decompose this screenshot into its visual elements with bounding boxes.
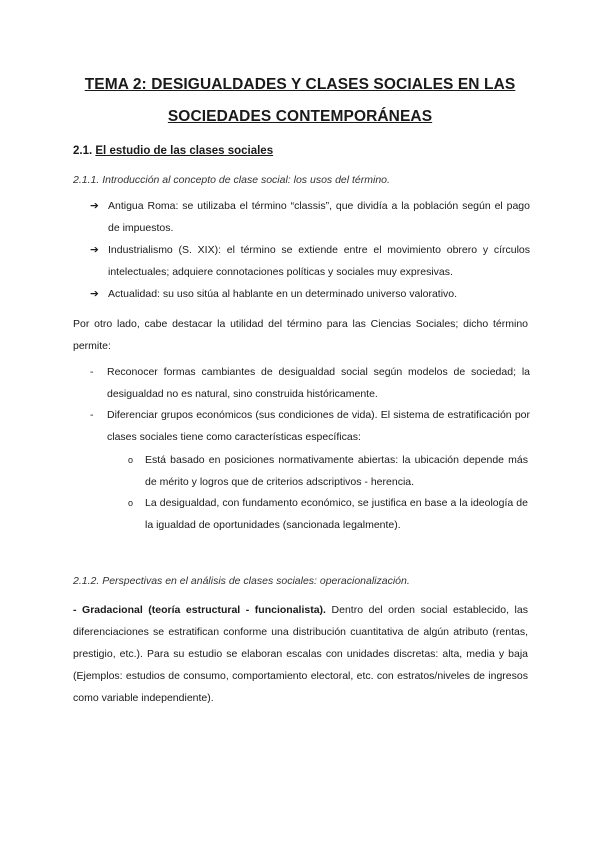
arrow-list-item (90, 195, 530, 239)
title-line-2: SOCIEDADES CONTEMPORÁNEAS (167, 108, 433, 125)
dash-bullet: - (90, 366, 94, 378)
circle-list-item (128, 492, 528, 536)
dash-list-item (90, 361, 530, 405)
dash-bullet: - (90, 409, 94, 421)
arrow-item-text: Actualidad: su uso sitúa al hablante en un determinado universo valorativo. (108, 288, 458, 300)
title-line-1: TEMA 2: DESIGUALDADES Y CLASES SOCIALES EN LAS (84, 76, 516, 93)
dash-list-item (90, 404, 530, 448)
gradacional-lead: - Gradacional (teoría estructural - funcionalista). (73, 604, 326, 616)
arrow-list-item (90, 283, 530, 305)
circle-item-text: Está basado en posiciones normativamente abiertas: la ubicación depende más de mérito y logros que de criterios adscriptivos - herencia. (145, 454, 528, 488)
section-2-1-1-heading: 2.1.1. Introducción al concepto de clase social: los usos del término. (73, 174, 390, 186)
arrow-list-item (90, 239, 530, 283)
paragraph-utility: Por otro lado, cabe destacar la utilidad del término para las Ciencias Sociales; dicho término permite: (73, 318, 528, 352)
dash-item-text: Diferenciar grupos económicos (sus condiciones de vida). El sistema de estratificación por clases sociales tiene como características específicas: (107, 409, 530, 443)
paragraph-gradacional (73, 599, 528, 709)
arrow-bullet-icon: ➔ (90, 244, 99, 256)
arrow-item-text: Antigua Roma: se utilizaba el término “classis”, que dividía a la población según el pago de impuestos. (108, 200, 530, 234)
section-2-1-heading (73, 145, 273, 157)
arrow-item-text: Industrialismo (S. XIX): el término se extiende entre el movimiento obrero y círculos intelectuales; adquiere connotaciones políticas y sociales muy expresivas. (108, 244, 530, 278)
section-2-1-2-heading: 2.1.2. Perspectivas en el análisis de clases sociales: operacionalización. (73, 575, 410, 587)
section-2-1-title: El estudio de las clases sociales (95, 145, 274, 157)
section-2-1-number: 2.1. (73, 145, 93, 157)
circle-list-item (128, 449, 528, 493)
circle-item-text: La desigualdad, con fundamento económico, se justifica en base a la ideología de la igualdad de oportunidades (sancionada legalmente). (145, 497, 528, 531)
arrow-bullet-icon: ➔ (90, 200, 99, 212)
arrow-bullet-icon: ➔ (90, 288, 99, 300)
gradacional-text: Dentro del orden social establecido, las diferenciaciones se estratifican conforme una distribución cuantitativa de algún atributo (rentas, prestigio, etc.). Para su estudio se elaboran escalas con unidades discretas: alta, media y baja (Ejemplos: estudios de consumo, comportamiento electoral, etc. con estratos/niveles de ingresos como variable independiente). (73, 604, 528, 704)
dash-item-text: Reconocer formas cambiantes de desigualdad social según modelos de sociedad; la desigualdad no es natural, sino construida históricamente. (107, 366, 530, 400)
circle-bullet-icon: o (128, 498, 134, 508)
circle-bullet-icon: o (128, 455, 134, 465)
